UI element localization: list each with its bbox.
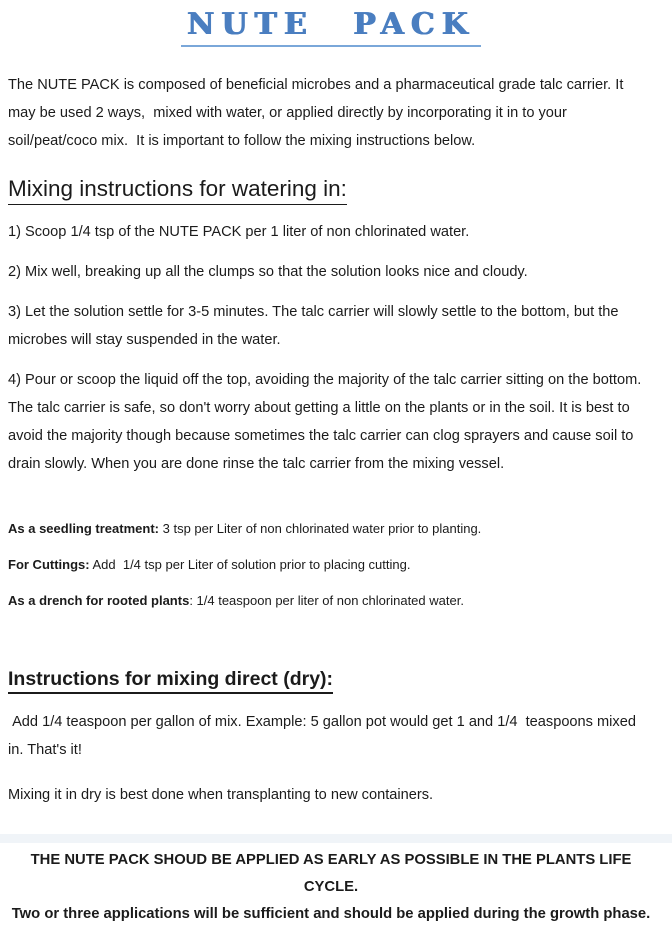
footer-line-1: THE NUTE PACK SHOUD BE APPLIED AS EARLY AS POSSIBLE IN THE PLANTS LIFE CYCLE. xyxy=(30,852,632,895)
treatment-drench-label: As a drench for rooted plants xyxy=(8,593,190,608)
dry-paragraph-1: Add 1/4 teaspoon per gallon of mix. Example: 5 gallon pot would get 1 and 1/4 teaspoons mixed in. That's it! xyxy=(8,714,641,758)
treatment-cuttings-text: Add 1/4 tsp per Liter of solution prior to placing cutting. xyxy=(89,557,411,572)
treatment-cuttings-label: For Cuttings: xyxy=(8,557,90,572)
treatment-seedling-text: 3 tsp per Liter of non chlorinated water prior to planting. xyxy=(159,521,482,536)
treatment-seedling-label: As a seedling treatment: xyxy=(8,521,159,536)
treatment-seedling xyxy=(8,520,654,537)
dry-section-heading: Instructions for mixing direct (dry): xyxy=(8,668,333,694)
watering-step-4: 4) Pour or scoop the liquid off the top, avoiding the majority of the talc carrier sitting on the bottom. The talc carrier is safe, so don't worry about getting a little on the plants or in the soil. It is best to avoid the majority though because sometimes the talc carrier can clog sprayers and cause soil to drain slowly. When you are done rinse the talc carrier from the mixing vessel. xyxy=(8,372,646,472)
treatment-list xyxy=(8,520,654,609)
dry-paragraph-2: Mixing it in dry is best done when transplanting to new containers. xyxy=(8,787,434,803)
intro-paragraph: The NUTE PACK is composed of beneficial microbes and a pharmaceutical grade talc carrier. It may be used 2 ways, mixed with water, or applied directly by incorporating it in to your soil/peat/coco mix. It is important to follow the mixing instructions below. xyxy=(8,77,628,149)
watering-step-1: 1) Scoop 1/4 tsp of the NUTE PACK per 1 liter of non chlorinated water. xyxy=(8,224,470,240)
title-block xyxy=(8,8,654,47)
watering-section-heading: Mixing instructions for watering in: xyxy=(8,176,347,205)
watering-step-2: 2) Mix well, breaking up all the clumps so that the solution looks nice and cloudy. xyxy=(8,264,528,280)
page-bottom-edge xyxy=(0,834,672,843)
page-title: NUTE PACK xyxy=(181,8,481,47)
treatment-drench-text: : 1/4 teaspoon per liter of non chlorinated water. xyxy=(189,593,464,608)
treatment-drench xyxy=(8,592,654,609)
footer-note xyxy=(8,847,654,928)
footer-line-2: Two or three applications will be sufficient and should be applied during the growth phase. xyxy=(11,906,651,922)
treatment-cuttings xyxy=(8,556,654,573)
watering-step-3: 3) Let the solution settle for 3-5 minutes. The talc carrier will slowly settle to the bottom, but the microbes will stay suspended in the water. xyxy=(8,304,623,348)
